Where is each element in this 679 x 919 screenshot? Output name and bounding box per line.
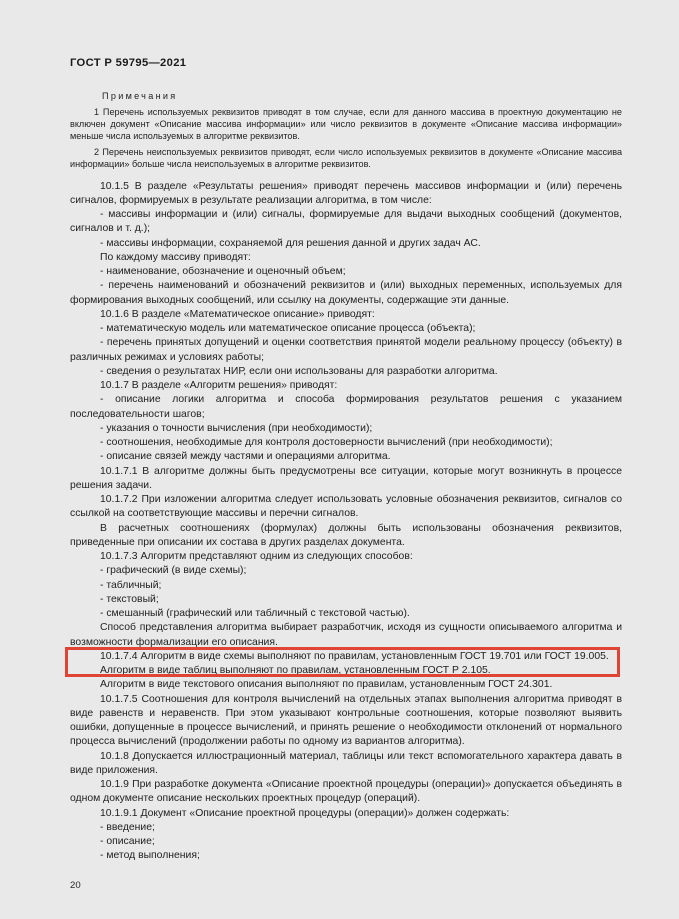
list-item: - массивы информации и (или) сигналы, формируемые для выдачи выходных сообщений (документов, сигналов и т. д.); [70, 209, 622, 235]
paragraph-raschetnye: В расчетных соотношениях (формулах) должны быть использованы обозначения реквизитов, приведенные при описании их состава в других разделах документа. [70, 522, 622, 548]
paragraph-10-1-7: 10.1.7 В разделе «Алгоритм решения» приводят: [100, 380, 338, 392]
notes-section [70, 90, 622, 171]
note-item: 2 Перечень неиспользуемых реквизитов приводят, если число используемых реквизитов в документе «Описание массива информации» больше числа неиспользуемых в алгоритме реквизитов. [70, 147, 622, 170]
paragraph-10-1-7-5: 10.1.7.5 Соотношения для контроля вычислений на отдельных этапах выполнения алгоритма приводят в виде равенств и неравенств. При этом указывают контрольные соотношения, которые позволяют выявить ошибки, допущенные в процессе вычислений, и принять решение о необходимости отклонений от нормального процесса вычислений (продолжении работы по одному из вариантов алгоритма). [70, 693, 622, 748]
list-item: - указания о точности вычисления (при необходимости); [100, 422, 373, 434]
paragraph-10-1-7-3: 10.1.7.3 Алгоритм представляют одним из следующих способов: [100, 551, 413, 563]
list-item: - введение; [100, 821, 155, 833]
list-item: - математическую модель или математическое описание процесса (объекта); [100, 323, 476, 335]
list-item: - перечень принятых допущений и оценки соответствия принятой модели реальному процессу (объекту) в различных режимах и условиях работы; [70, 337, 622, 363]
list-item: - перечень наименований и обозначений реквизитов и (или) выходных переменных, используемых для формирования выходных сообщений, или ссылку на документы, содержащие эти данные. [70, 280, 622, 306]
standard-header: ГОСТ Р 59795—2021 [70, 57, 187, 69]
paragraph-po-kazhdomu: По каждому массиву приводят: [100, 251, 251, 263]
paragraph-10-1-7-4: 10.1.7.4 Алгоритм в виде схемы выполняют по правилам, установленным ГОСТ 19.701 или ГОСТ 19.005. [100, 650, 609, 662]
document-body [70, 90, 622, 864]
list-item: - текстовый; [100, 593, 159, 605]
paragraph-10-1-8: 10.1.8 Допускается иллюстрационный материал, таблицы или текст вспомогательного характера давать в виде приложения. [70, 750, 622, 776]
list-item: - табличный; [100, 579, 162, 591]
list-item: - графический (в виде схемы); [100, 565, 247, 577]
list-item: - описание логики алгоритма и способа формирования результатов решения с указанием последовательности шагов; [70, 394, 622, 420]
paragraph-tabl-rules: Алгоритм в виде таблиц выполняют по правилам, установленным ГОСТ Р 2.105. [100, 665, 491, 677]
list-item: - массивы информации, сохраняемой для решения данной и других задач АС. [100, 237, 481, 249]
list-item: - описание; [100, 836, 155, 848]
paragraph-10-1-9-1: 10.1.9.1 Документ «Описание проектной процедуры (операции)» должен содержать: [100, 807, 510, 819]
paragraph-10-1-7-2: 10.1.7.2 При изложении алгоритма следует использовать условные обозначения реквизитов, сигналов со ссылкой на соответствующие массивы и перечни сигналов. [70, 494, 622, 520]
highlighted-region [70, 650, 622, 664]
notes-title: Примечания [102, 91, 178, 101]
main-text-section [70, 180, 622, 864]
page-number: 20 [70, 880, 81, 891]
list-item: - метод выполнения; [100, 850, 200, 862]
paragraph-10-1-5: 10.1.5 В разделе «Результаты решения» приводят перечень массивов информации и (или) перечень сигналов, формируемых в результате реализации алгоритма, в том числе: [70, 180, 622, 206]
list-item: - описание связей между частями и операциями алгоритма. [100, 451, 391, 463]
list-item: - наименование, обозначение и оценочный объем; [100, 266, 346, 278]
list-item: - смешанный (графический или табличный с текстовой частью). [100, 608, 410, 620]
paragraph-10-1-6: 10.1.6 В разделе «Математическое описание» приводят: [100, 308, 375, 320]
paragraph-10-1-7-1: 10.1.7.1 В алгоритме должны быть предусмотрены все ситуации, которые могут возникнуть в процессе решения задачи. [70, 465, 622, 491]
paragraph-10-1-9: 10.1.9 При разработке документа «Описание проектной процедуры (операции)» допускается объединять в одном документе описание нескольких проектных процедур (операций). [70, 779, 622, 805]
paragraph-text-rules: Алгоритм в виде текстового описания выполняют по правилам, установленным ГОСТ 24.301. [100, 679, 553, 691]
paragraph-sposob: Способ представления алгоритма выбирает разработчик, исходя из сущности описываемого алгоритма и возможности формализации его описания. [70, 622, 622, 648]
list-item: - соотношения, необходимые для контроля достоверности вычислений (при необходимости); [100, 437, 553, 449]
note-item: 1 Перечень используемых реквизитов приводят в том случае, если для данного массива в проектную документацию не включен документ «Описание массива информации» или число реквизитов в документе «Описание массива информации» меньше числа используемых в алгоритме реквизитов. [70, 107, 622, 142]
list-item: - сведения о результатах НИР, если они использованы для разработки алгоритма. [100, 365, 498, 377]
